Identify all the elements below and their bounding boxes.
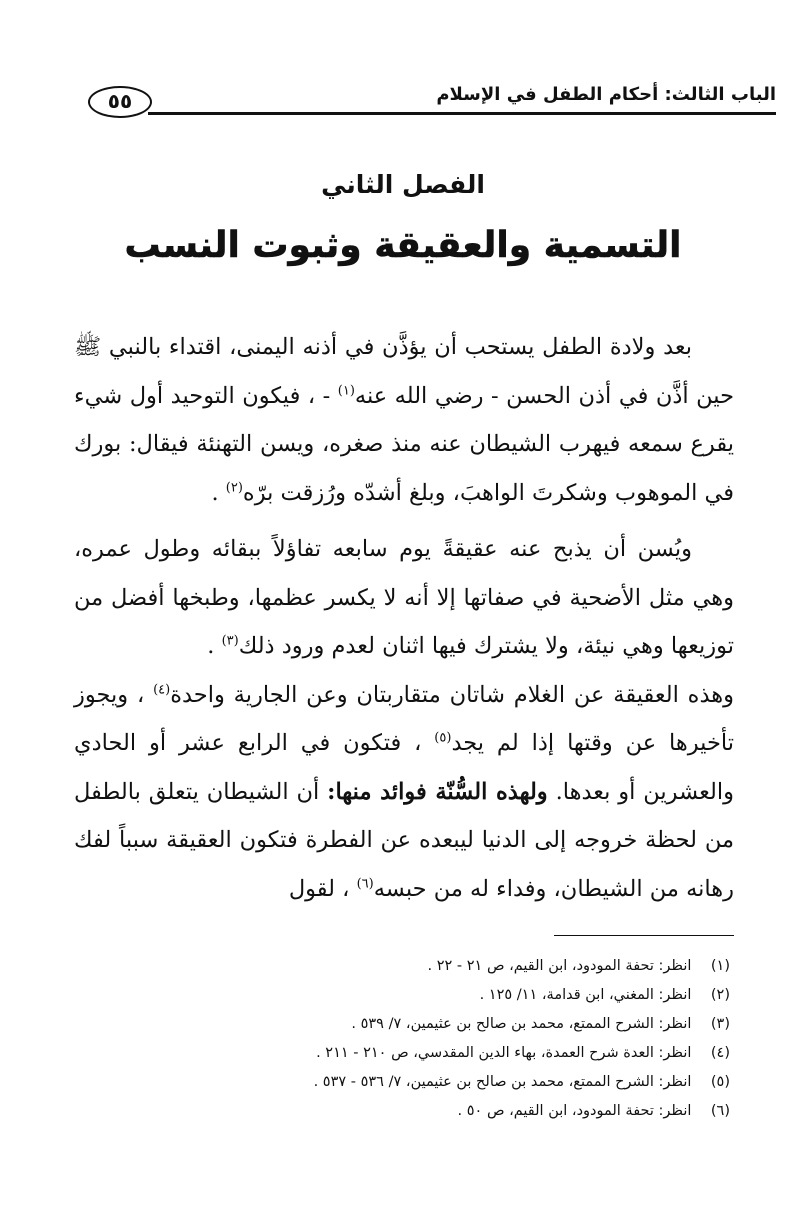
benefits-heading: ولهذه السُّنّة فوائد منها: — [327, 778, 548, 805]
footnote-1: (١) انظر: تحفة المودود، ابن القيم، ص ٢١ - ٢٢ . — [427, 958, 730, 974]
footnote-6: (٦) انظر: تحفة المودود، ابن القيم، ص ٥٠ . — [457, 1103, 730, 1119]
footnote-2: (٢) انظر: المغني، ابن قدامة، ١١/ ١٢٥ . — [479, 987, 730, 1003]
footnote-ref-2[interactable]: (٢) — [225, 480, 243, 495]
paragraph-2: ويُسن أن يذبح عنه عقيقةً يوم سابعه تفاؤلاً ببقائه وطول عمره، وهي مثل الأضحية في صفاتها إلا أنه لا يكسر عظمها، وطبخها أفضل من توزيعها وهي نيئة، ولا يشترك فيها اثنان لعدم ورود ذلك$^{(٣)}$ . — [74, 536, 734, 659]
footnotes — [74, 952, 730, 1126]
header-rule — [148, 112, 776, 115]
footnote-4: (٤) انظر: العدة شرح العمدة، بهاء الدين المقدسي، ص ٢١٠ - ٢١١ . — [316, 1045, 730, 1061]
footnote-ref-4[interactable]: (٤) — [153, 682, 171, 697]
paragraph-1: بعد ولادة الطفل يستحب أن يؤذَّن في أذنه اليمنى، اقتداء بالنبي ﷺ حين أذَّن في أذن الحسن - رضي الله عنه$^{(١)}$ - ، فيكون التوحيد أول شيء يقرع سمعه فيهرب الشيطان عنه منذ صغره، ويسن التهنئة فيقال: بورك في الموهوب وشكرتَ الواهبَ، وبلغ أشدّه ورُزقت برّه$^{(٢)}$ . — [74, 334, 734, 506]
footnote-ref-3[interactable]: (٣) — [221, 633, 239, 649]
running-header — [88, 78, 776, 120]
footnote-separator — [554, 935, 734, 936]
main-text — [74, 323, 734, 913]
section-subtitle: الفصل الثاني — [321, 170, 485, 199]
running-header-title: الباب الثالث: أحكام الطفل في الإسلام — [436, 84, 776, 105]
footnote-3: (٣) انظر: الشرح الممتع، محمد بن صالح بن عثيمين، ٧/ ٥٣٩ . — [351, 1016, 730, 1032]
footnote-5: (٥) انظر: الشرح الممتع، محمد بن صالح بن عثيمين، ٧/ ٥٣٦ - ٥٣٧ . — [313, 1074, 730, 1090]
section-title: التسمية والعقيقة وثبوت النسب — [124, 225, 682, 266]
footnote-ref-5[interactable]: (٥) — [434, 730, 452, 746]
paragraph-3: وهذه العقيقة عن الغلام شاتان متقاربتان وعن الجارية واحدة$^{(٤)}$ ، ويجوز تأخيرها عن وقتها إذا لم يجد$^{(٥)}$ ، فتكون في الرابع عشر أو الحادي والعشرين أو بعدها. ولهذه السُّنّة فوائد منها: أن الشيطان يتعلق بالطفل من لحظة خروجه إلى الدنيا ليبعده عن الفطرة فتكون العقيقة سبباً لفك رهانه من الشيطان، وفداء له من حبسه$^{(٦)}$ ، لقول — [74, 681, 735, 902]
page-number: ٥٥ — [88, 86, 152, 118]
footnote-ref-1[interactable]: (١) — [337, 383, 355, 398]
footnote-ref-6[interactable]: (٦) — [356, 876, 374, 891]
